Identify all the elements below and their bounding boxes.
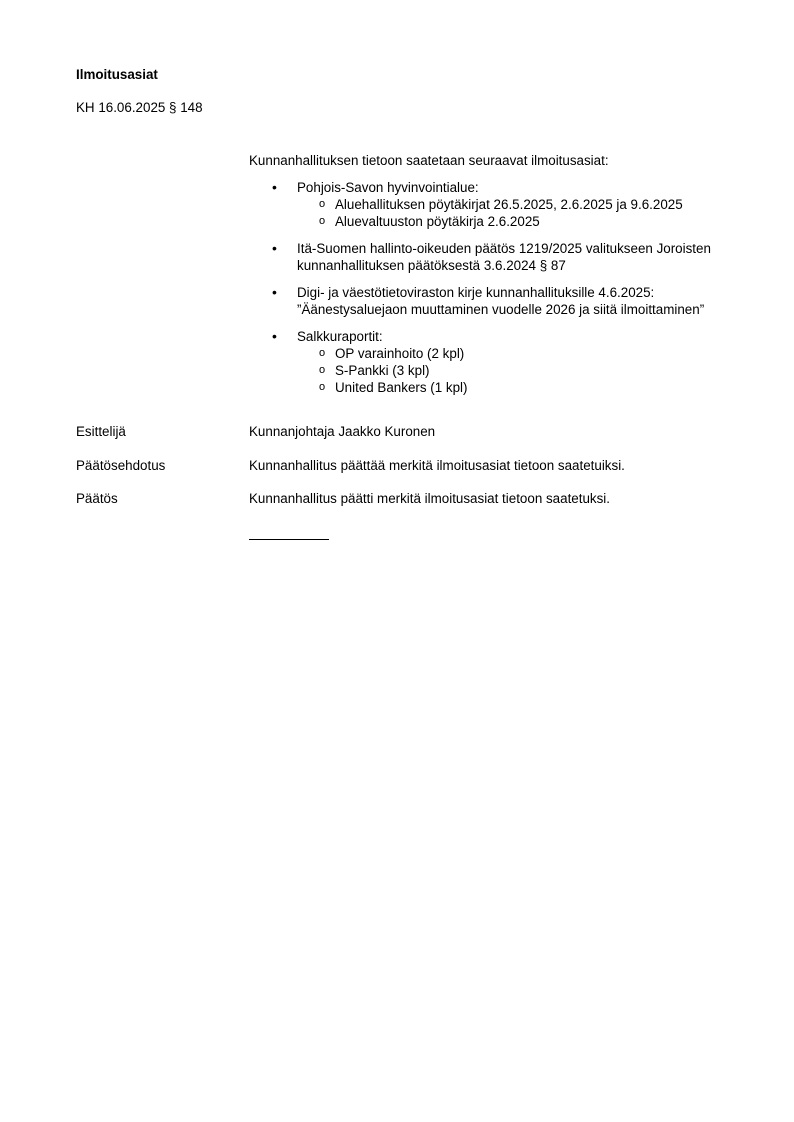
bullet-icon: • bbox=[272, 179, 277, 195]
announcement-item-text: Salkkuraportit: bbox=[297, 329, 383, 344]
decision-value: Kunnanhallitus päätti merkitä ilmoitusasiat tietoon saatetuksi. bbox=[249, 491, 610, 506]
announcement-item bbox=[249, 179, 739, 230]
end-divider bbox=[249, 539, 329, 540]
sub-list-item bbox=[297, 362, 739, 379]
announcement-item bbox=[249, 240, 739, 274]
sub-list-item-text: United Bankers (1 kpl) bbox=[335, 380, 468, 395]
sub-list-item-text: S-Pankki (3 kpl) bbox=[335, 363, 430, 378]
announcement-body bbox=[249, 152, 739, 406]
sub-list-item-text: Aluevaltuuston pöytäkirja 2.6.2025 bbox=[335, 214, 540, 229]
sub-list-item-text: Aluehallituksen pöytäkirjat 26.5.2025, 2.6.2025 ja 9.6.2025 bbox=[335, 197, 683, 212]
meeting-reference: KH 16.06.2025 § 148 bbox=[76, 100, 203, 115]
sub-list-item bbox=[297, 345, 739, 362]
sub-list-item bbox=[297, 196, 739, 213]
sub-list-item bbox=[297, 379, 739, 396]
decision-label: Päätös bbox=[76, 491, 118, 506]
bullet-icon: • bbox=[272, 284, 277, 300]
announcement-item bbox=[249, 328, 739, 396]
presenter-value: Kunnanjohtaja Jaakko Kuronen bbox=[249, 424, 436, 439]
sub-bullet-icon: o bbox=[319, 381, 326, 393]
announcement-item-text: Itä-Suomen hallinto-oikeuden päätös 1219/2025 valitukseen Joroisten kunnanhallituksen päätöksestä 3.6.2024 § 87 bbox=[297, 241, 711, 273]
sub-bullet-icon: o bbox=[319, 364, 326, 376]
sub-bullet-icon: o bbox=[319, 215, 326, 227]
bullet-icon: • bbox=[272, 328, 277, 344]
announcement-list bbox=[249, 179, 739, 396]
document-title: Ilmoitusasiat bbox=[76, 67, 158, 82]
sub-list-item bbox=[297, 213, 739, 230]
sub-list-item-text: OP varainhoito (2 kpl) bbox=[335, 346, 465, 361]
sub-bullet-icon: o bbox=[319, 198, 326, 210]
sub-list bbox=[297, 345, 739, 396]
announcement-item-text: Digi- ja väestötietoviraston kirje kunnanhallituksille 4.6.2025: ”Äänestysaluejaon muuttaminen vuodelle 2026 ja siitä ilmoittaminen” bbox=[297, 285, 705, 317]
announcement-item bbox=[249, 284, 739, 318]
proposal-label: Päätösehdotus bbox=[76, 458, 166, 473]
bullet-icon: • bbox=[272, 240, 277, 256]
sub-list bbox=[297, 196, 739, 230]
announcement-item-text: Pohjois-Savon hyvinvointialue: bbox=[297, 180, 479, 195]
intro-text: Kunnanhallituksen tietoon saatetaan seuraavat ilmoitusasiat: bbox=[249, 153, 609, 168]
sub-bullet-icon: o bbox=[319, 347, 326, 359]
proposal-value: Kunnanhallitus päättää merkitä ilmoitusasiat tietoon saatetuiksi. bbox=[249, 458, 625, 473]
presenter-label: Esittelijä bbox=[76, 424, 126, 439]
